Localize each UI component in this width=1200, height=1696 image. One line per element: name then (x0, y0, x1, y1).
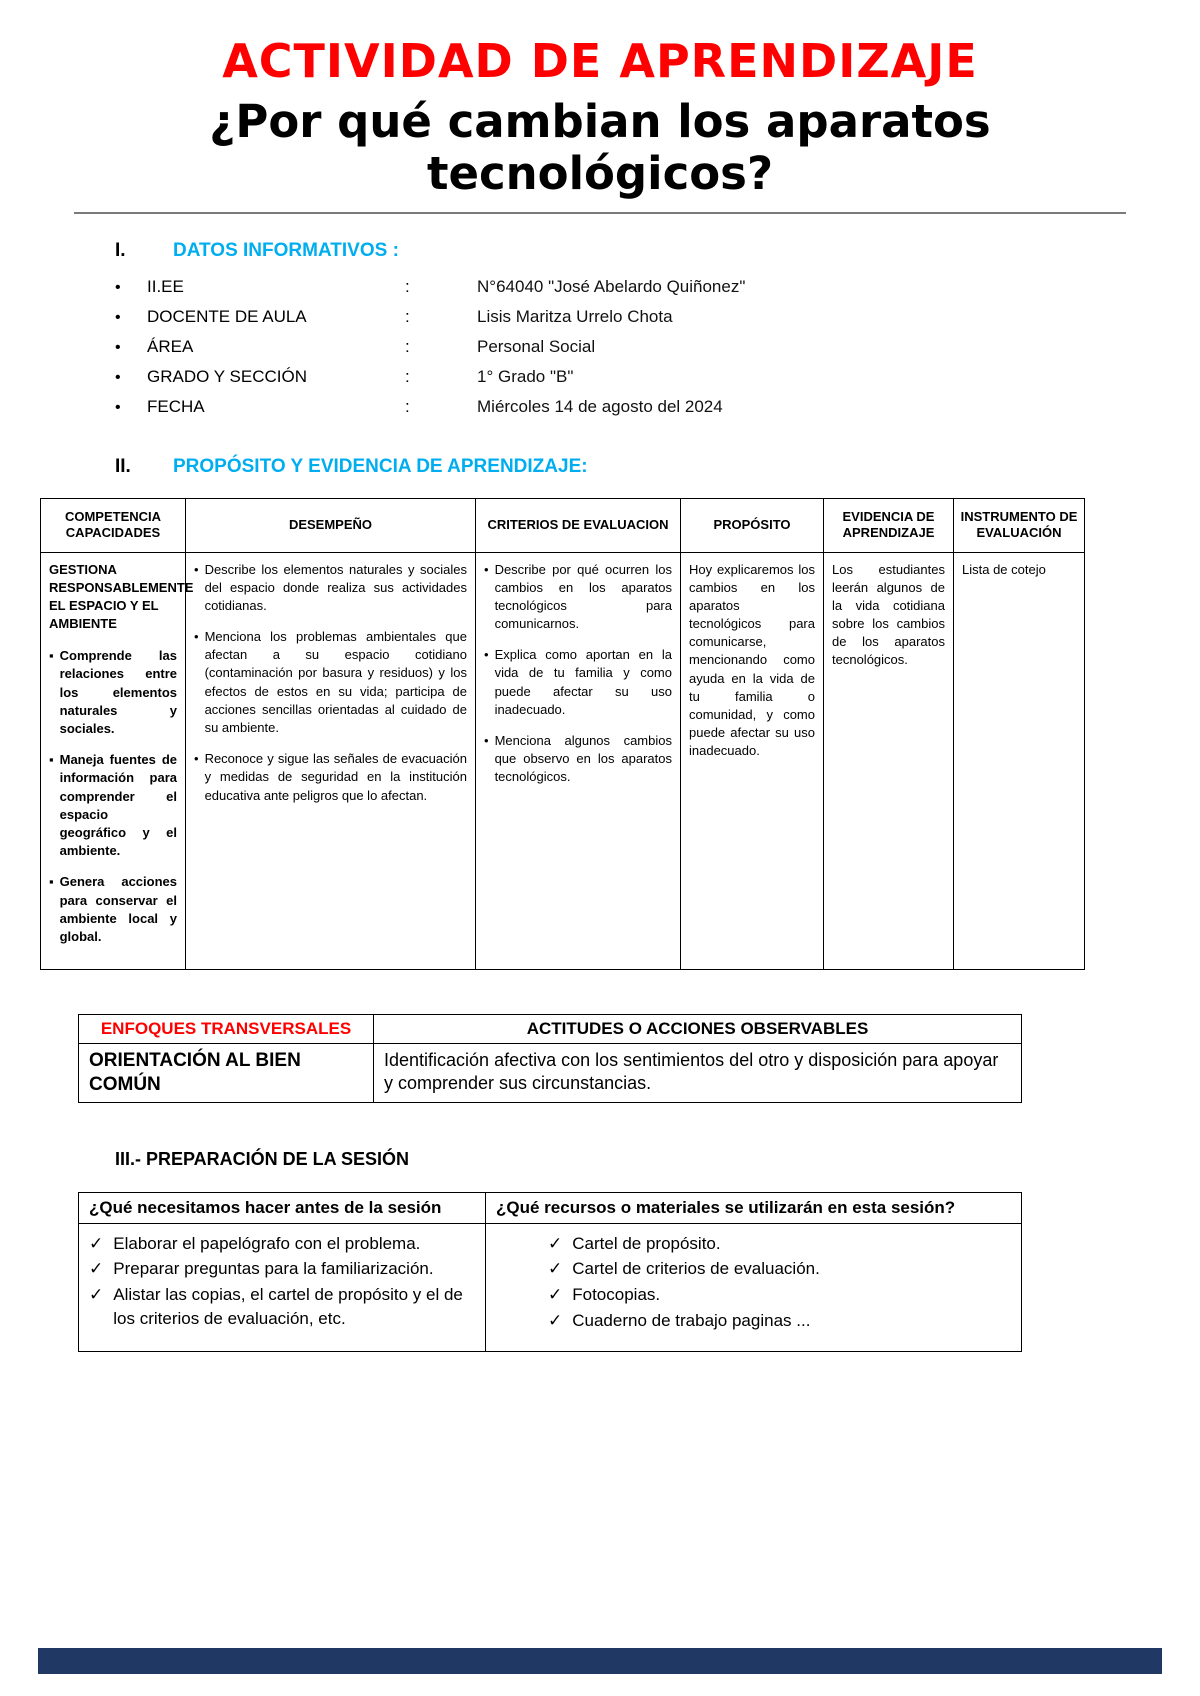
col-header-competencia: COMPETENCIA CAPACIDADES (41, 498, 186, 552)
bullet-icon: • (115, 308, 121, 326)
cell-instrumento (954, 552, 1085, 970)
check-icon: ✓ (548, 1285, 563, 1305)
checklist-text: Elaborar el papelógrafo con el problema. (113, 1233, 421, 1253)
info-label: II.EE (147, 276, 184, 296)
criterios-item (484, 561, 672, 634)
competencia-item-text: Maneja fuentes de información para comprender el espacio geográfico y el ambiente. (59, 752, 177, 859)
checklist-text: Preparar preguntas para la familiarización. (113, 1259, 434, 1279)
col-header-criterios: CRITERIOS DE EVALUACION (476, 498, 681, 552)
cell-competencia (41, 552, 194, 970)
info-row-iiee (115, 272, 1160, 302)
square-bullet-icon: ▪ (49, 752, 54, 768)
col-header-instrumento: INSTRUMENTO DE EVALUACIÓN (954, 498, 1085, 552)
checklist-item (89, 1232, 475, 1256)
check-icon: ✓ (89, 1259, 104, 1279)
section-preparacion-heading: III.- PREPARACIÓN DE LA SESIÓN (115, 1148, 410, 1169)
dot-bullet-icon: • (484, 561, 489, 577)
competencia-item (49, 873, 177, 946)
criterios-item-text: Explica como aportan en la vida de tu familia y como puede afectar su uso inadecuado. (494, 647, 672, 717)
footer-bar (38, 1648, 1162, 1674)
checklist-text: Cartel de propósito. (572, 1233, 721, 1253)
col-header-proposito: PROPÓSITO (681, 498, 824, 552)
info-separator: : (405, 276, 410, 296)
info-separator: : (405, 396, 410, 416)
preparacion-table (78, 1192, 1022, 1352)
info-label: FECHA (147, 396, 205, 416)
competencia-item (49, 647, 177, 738)
cell-evidencia (824, 552, 954, 970)
page-subtitle: ¿Por qué cambian los aparatos tecnológicos? (209, 95, 991, 200)
info-value: Miércoles 14 de agosto del 2024 (477, 396, 723, 416)
col-header-desempeno: DESEMPEÑO (186, 498, 476, 552)
section-datos-heading (115, 240, 1160, 262)
competencia-item-text: Comprende las relaciones entre los elementos naturales y sociales. (59, 648, 177, 736)
table-header-row (41, 498, 1085, 552)
info-separator: : (405, 336, 410, 356)
checklist-item (548, 1232, 1011, 1256)
table-row (79, 1044, 1022, 1103)
competencia-title: GESTIONA RESPONSABLEMENTE EL ESPACIO Y EL AMBIENTE (49, 561, 194, 632)
title-divider (74, 212, 1126, 214)
info-separator: : (405, 366, 410, 386)
criterios-item-text: Menciona algunos cambios que observo en los aparatos tecnológicos. (494, 733, 672, 785)
desempeno-item-text: Menciona los problemas ambientales que afectan a su espacio cotidiano (contaminación por basura y residuos) y los efectos de estos en su vida; participa de acciones sencillas orientadas al cuidado de su ambiente. (204, 629, 467, 735)
enfoque-name: ORIENTACIÓN AL BIEN COMÚN (79, 1044, 374, 1103)
info-row-fecha (115, 392, 1160, 422)
check-icon: ✓ (548, 1233, 563, 1253)
section-colon: : (392, 239, 399, 261)
desempeno-item (194, 561, 467, 616)
section-number: I. (115, 239, 126, 261)
competencia-item (49, 751, 177, 860)
checklist-item (548, 1257, 1011, 1281)
checklist-item (89, 1283, 475, 1331)
info-value: Lisis Maritza Urrelo Chota (477, 306, 673, 326)
col-header-evidencia: EVIDENCIA DE APRENDIZAJE (824, 498, 954, 552)
checklist-text: Fotocopias. (572, 1285, 661, 1305)
info-label: GRADO Y SECCIÓN (147, 366, 307, 386)
prep-header-right: ¿Qué recursos o materiales se utilizarán en esta sesión? (486, 1192, 1022, 1223)
check-icon: ✓ (89, 1233, 104, 1253)
materials-list (496, 1232, 1011, 1333)
table-header-row (79, 1192, 1022, 1223)
dot-bullet-icon: • (194, 561, 199, 577)
enfoques-header: ENFOQUES TRANSVERSALES (79, 1015, 374, 1044)
info-value: N°64040 "José Abelardo Quiñonez" (477, 276, 746, 296)
checklist-item (548, 1309, 1011, 1333)
info-row-area (115, 332, 1160, 362)
check-icon: ✓ (89, 1285, 104, 1305)
dot-bullet-icon: • (484, 733, 489, 748)
square-bullet-icon: ▪ (49, 874, 54, 890)
info-row-grado (115, 362, 1160, 392)
table-row (41, 552, 1085, 970)
info-value: 1° Grado "B" (477, 366, 574, 386)
desempeno-item (194, 750, 467, 805)
prep-tasks-cell (79, 1223, 486, 1351)
prep-header-left: ¿Qué necesitamos hacer antes de la sesión (79, 1192, 486, 1223)
dot-bullet-icon: • (194, 629, 199, 645)
bullet-icon: • (115, 398, 121, 416)
cell-proposito (681, 552, 824, 970)
desempeno-item (194, 628, 467, 737)
info-label: DOCENTE DE AULA (147, 306, 307, 326)
square-bullet-icon: ▪ (49, 648, 54, 664)
desempeno-item-text: Describe los elementos naturales y sociales del espacio donde realiza sus actividades cotidianas. (204, 561, 467, 613)
desempeno-item-text: Reconoce y sigue las señales de evacuación y medidas de seguridad en la institución educativa ante peligros que lo afectan. (204, 751, 467, 803)
section-number: II. (115, 455, 131, 477)
check-icon: ✓ (548, 1310, 563, 1330)
datos-list (115, 272, 1160, 422)
criterios-item (484, 646, 672, 719)
dot-bullet-icon: • (484, 647, 489, 663)
check-icon: ✓ (548, 1259, 563, 1279)
actitudes-header: ACTITUDES O ACCIONES OBSERVABLES (374, 1015, 1022, 1044)
info-row-docente (115, 302, 1160, 332)
bullet-icon: • (115, 338, 121, 356)
info-label: ÁREA (147, 336, 194, 356)
table-row (79, 1223, 1022, 1351)
info-value: Personal Social (477, 336, 596, 356)
section-title: DATOS INFORMATIVOS (173, 239, 388, 261)
cell-desempeno (186, 552, 476, 970)
proposito-evidencia-table (40, 498, 1085, 971)
info-separator: : (405, 306, 410, 326)
instrumento-text: Lista de cotejo (962, 561, 1046, 577)
prep-materials-cell (486, 1223, 1022, 1351)
evidencia-text: Los estudiantes leerán algunos de la vida cotidiana sobre los cambios de los aparatos tecnológicos. (832, 561, 945, 668)
checklist-text: Cartel de criterios de evaluación. (572, 1259, 820, 1279)
checklist-text: Alistar las copias, el cartel de propósito y el de los criterios de evaluación, etc. (113, 1285, 463, 1328)
checklist-text: Cuaderno de trabajo paginas ... (572, 1310, 811, 1330)
enfoques-table (78, 1014, 1022, 1103)
table-header-row (79, 1015, 1022, 1044)
checklist-item (89, 1257, 475, 1281)
page-title: ACTIVIDAD DE APRENDIZAJE (222, 34, 978, 88)
criterios-item-text: Describe por qué ocurren los cambios en los aparatos tecnológicos para comunicarnos. (494, 561, 672, 632)
section-proposito-heading (115, 456, 1160, 478)
proposito-text: Hoy explicaremos los cambios en los aparatos tecnológicos para comunicarse, mencionando como ayuda en la vida de tu familia o comunidad, y como puede afectar su uso inadecuado. (689, 561, 815, 759)
criterios-item (484, 732, 672, 787)
cell-criterios (476, 552, 681, 970)
actitud-description: Identificación afectiva con los sentimientos del otro y disposición para apoyar y comprender sus circunstancias. (374, 1044, 1022, 1103)
checklist-item (548, 1283, 1011, 1307)
bullet-icon: • (115, 278, 121, 296)
competencia-item-text: Genera acciones para conservar el ambiente local y global. (59, 874, 177, 944)
dot-bullet-icon: • (194, 751, 199, 767)
section-title: PROPÓSITO Y EVIDENCIA DE APRENDIZAJE: (173, 455, 588, 477)
bullet-icon: • (115, 368, 121, 386)
